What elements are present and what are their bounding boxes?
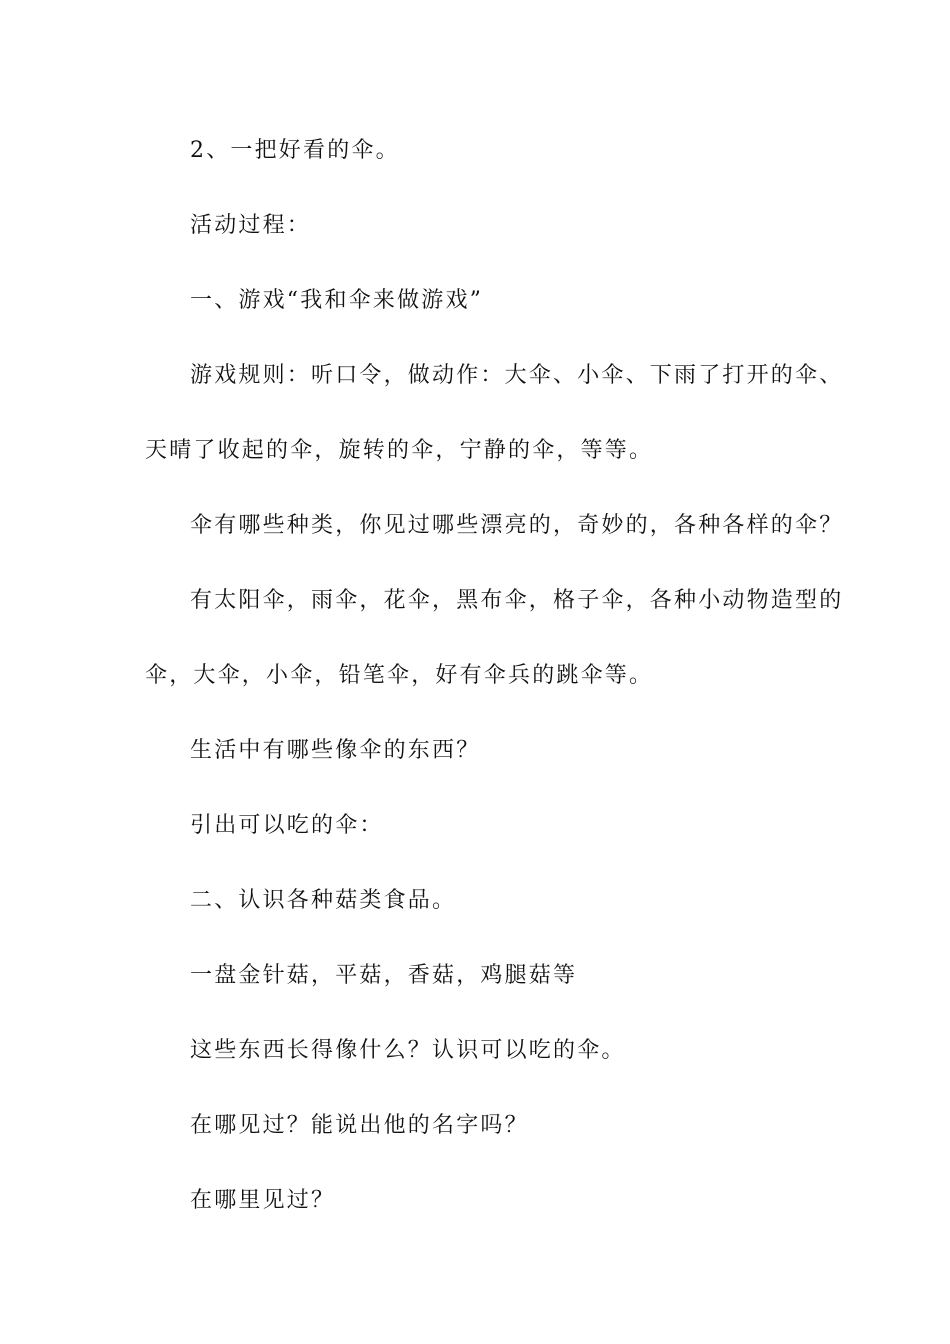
paragraph-line: 二、认识各种菇类食品。 — [190, 888, 457, 913]
paragraph-line: 活动过程： — [190, 213, 312, 238]
paragraph-line: 在哪见过？能说出他的名字吗？ — [190, 1113, 529, 1138]
paragraph-line: 伞，大伞，小伞，铅笔伞，好有伞兵的跳伞等。 — [145, 663, 654, 688]
paragraph-line: 一盘金针菇，平菇，香菇，鸡腿菇等 — [190, 963, 578, 988]
paragraph-line: 天晴了收起的伞，旋转的伞，宁静的伞，等等。 — [145, 438, 654, 463]
paragraph-line: 伞有哪些种类，你见过哪些漂亮的，奇妙的，各种各样的伞？ — [190, 513, 844, 538]
paragraph-line: 一、游戏“我和伞来做游戏” — [190, 288, 484, 313]
paragraph-line: 引出可以吃的伞： — [190, 813, 384, 838]
paragraph-line: 有太阳伞，雨伞，花伞，黑布伞，格子伞，各种小动物造型的 — [190, 588, 844, 613]
paragraph-line: 游戏规则：听口令，做动作：大伞、小伞、下雨了打开的伞、 — [190, 363, 844, 388]
paragraph-line: 2、一把好看的伞。 — [190, 138, 400, 163]
paragraph-line: 生活中有哪些像伞的东西？ — [190, 738, 481, 763]
paragraph-line: 在哪里见过？ — [190, 1188, 336, 1213]
paragraph-line: 这些东西长得像什么？认识可以吃的伞。 — [190, 1038, 626, 1063]
